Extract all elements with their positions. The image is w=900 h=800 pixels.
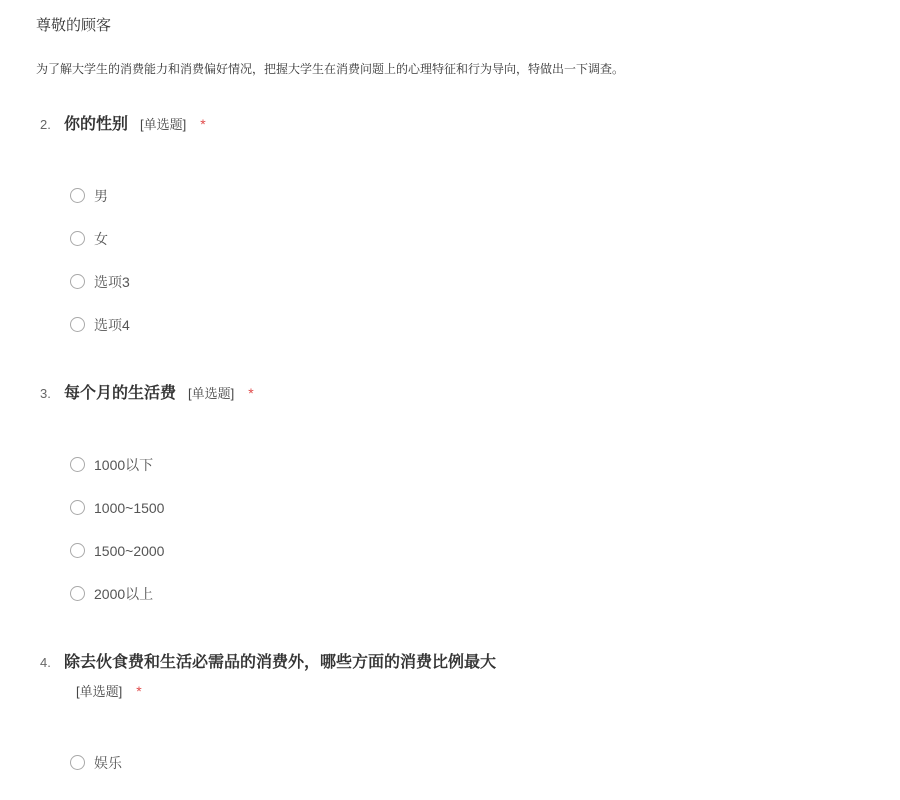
- radio-button-icon[interactable]: [70, 755, 85, 770]
- question-title: 你的性别: [64, 116, 129, 133]
- question-block: [36, 110, 864, 346]
- question-header: [36, 110, 864, 139]
- question-number: 4.: [40, 655, 51, 670]
- radio-button-icon[interactable]: [70, 457, 85, 472]
- radio-button-icon[interactable]: [70, 500, 85, 515]
- radio-button-icon[interactable]: [70, 274, 85, 289]
- radio-option[interactable]: [70, 443, 153, 486]
- option-label: 1000以下: [94, 456, 154, 473]
- question-title-wrap: [64, 648, 564, 706]
- required-asterisk: *: [248, 385, 254, 401]
- option-list: [70, 741, 864, 784]
- radio-option[interactable]: [70, 572, 153, 615]
- option-list: [70, 174, 864, 346]
- radio-button-icon[interactable]: [70, 317, 85, 332]
- question-header: [36, 648, 864, 706]
- radio-button-icon[interactable]: [70, 586, 85, 601]
- radio-option[interactable]: [70, 741, 122, 784]
- option-label: 男: [94, 187, 108, 204]
- required-asterisk: *: [200, 116, 206, 132]
- question-list: [36, 110, 864, 784]
- question-title: 除去伙食费和生活必需品的消费外，哪些方面的消费比例最大: [64, 654, 497, 671]
- question-type-tag: [单选题]: [140, 117, 187, 132]
- option-list: [70, 443, 864, 615]
- question-title-wrap: [64, 110, 206, 139]
- question-number: 3.: [40, 386, 51, 401]
- option-label: 1000~1500: [94, 499, 165, 516]
- radio-option[interactable]: [70, 303, 130, 346]
- radio-option[interactable]: [70, 529, 164, 572]
- question-block: [36, 648, 864, 784]
- radio-option[interactable]: [70, 486, 164, 529]
- question-number: 2.: [40, 117, 51, 132]
- question-header: [36, 379, 864, 408]
- survey-title: 尊敬的顾客: [36, 17, 112, 34]
- question-type-tag: [单选题]: [76, 684, 123, 699]
- option-label: 1500~2000: [94, 542, 165, 559]
- required-asterisk: *: [136, 683, 142, 699]
- option-label: 娱乐: [94, 754, 122, 771]
- radio-button-icon[interactable]: [70, 188, 85, 203]
- question-title: 每个月的生活费: [64, 385, 177, 402]
- option-label: 选项3: [94, 273, 130, 290]
- radio-button-icon[interactable]: [70, 231, 85, 246]
- survey-description: 为了解大学生的消费能力和消费偏好情况，把握大学生在消费问题上的心理特征和行为导向，特做出一下调查。: [36, 62, 625, 76]
- question-title-wrap: [64, 379, 254, 408]
- question-type-tag: [单选题]: [188, 386, 235, 401]
- question-block: [36, 379, 864, 615]
- option-label: 女: [94, 230, 108, 247]
- radio-option[interactable]: [70, 174, 108, 217]
- option-label: 2000以上: [94, 585, 154, 602]
- option-label: 选项4: [94, 316, 130, 333]
- radio-option[interactable]: [70, 260, 130, 303]
- radio-button-icon[interactable]: [70, 543, 85, 558]
- radio-option[interactable]: [70, 217, 108, 260]
